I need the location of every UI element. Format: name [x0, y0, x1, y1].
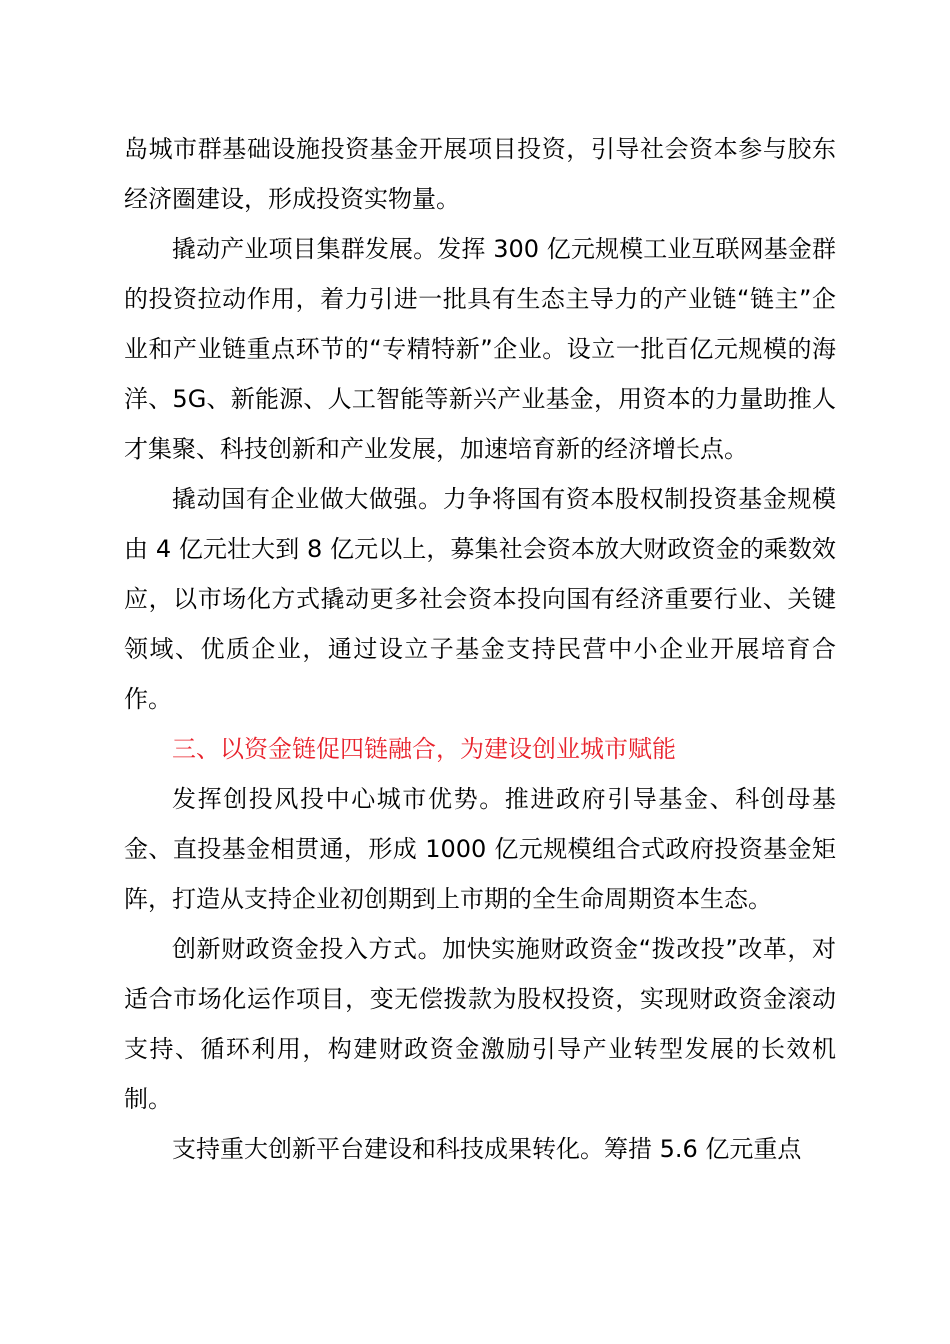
paragraph-venture-capital: 发挥创投风投中心城市优势。推进政府引导基金、科创母基金、直投基金相贯通，形成 1000 亿元规模组合式政府投资基金矩阵，打造从支持企业初创期到上市期的全生命周期资本生态。: [124, 785, 836, 913]
paragraph-industry-cluster: 撬动产业项目集群发展。发挥 300 亿元规模工业互联网基金群的投资拉动作用，着力引进一批具有生态主导力的产业链“链主”企业和产业链重点环节的“专精特新”企业。设立一批百亿元规模的海洋、5G、新能源、人工智能等新兴产业基金，用资本的力量助推人才集聚、科技创新和产业发展，加速培育新的经济增长点。: [124, 235, 836, 463]
paragraph-innovation-platform: 支持重大创新平台建设和科技成果转化。筹措 5.6 亿元重点: [172, 1135, 802, 1163]
paragraph-continuation: 岛城市群基础设施投资基金开展项目投资，引导社会资本参与胶东经济圈建设，形成投资实物量。: [124, 135, 836, 213]
document-body: [124, 124, 836, 1174]
paragraph-fiscal-reform: 创新财政资金投入方式。加快实施财政资金“拨改投”改革，对适合市场化运作项目，变无偿拨款为股权投资，实现财政资金滚动支持、循环利用，构建财政资金激励引导产业转型发展的长效机制。: [124, 935, 836, 1113]
paragraph-state-enterprise: 撬动国有企业做大做强。力争将国有资本股权制投资基金规模由 4 亿元壮大到 8 亿元以上，募集社会资本放大财政资金的乘数效应，以市场化方式撬动更多社会资本投向国有经济重要行业、关键领域、优质企业，通过设立子基金支持民营中小企业开展培育合作。: [124, 485, 836, 713]
section-heading: 三、以资金链促四链融合，为建设创业城市赋能: [172, 735, 676, 763]
